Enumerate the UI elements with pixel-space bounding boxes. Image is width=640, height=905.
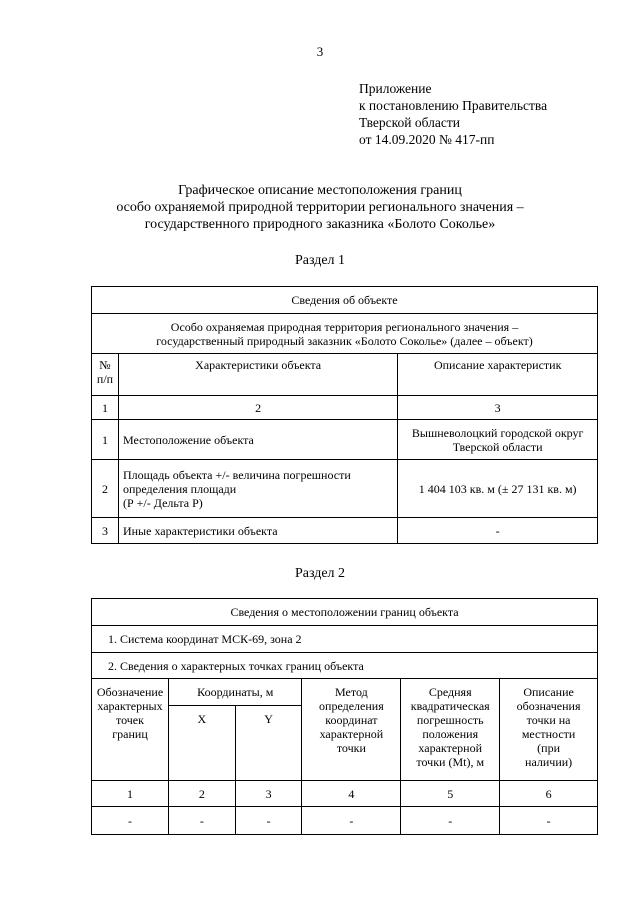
appendix-line: Приложение	[359, 81, 432, 96]
header-line: определения	[319, 699, 384, 713]
boundary-info-table	[91, 598, 598, 835]
header-line: характерной точки	[319, 727, 384, 755]
object-name-line: государственный природный заказник «Болото Соколье» (далее – объект)	[156, 333, 533, 348]
header-coordinates: Координаты, м	[168, 679, 302, 706]
data-cell: -	[401, 807, 500, 835]
description-line: 1 404 103 кв. м (± 27 131 кв. м)	[418, 481, 577, 496]
row-characteristic	[118, 460, 397, 518]
index-cell: 3	[235, 781, 302, 807]
title-line: государственного природного заказника «Болото Соколье»	[144, 217, 496, 232]
characteristic-line: (Р +/- Дельта Р)	[122, 495, 203, 510]
data-cell: -	[92, 807, 169, 835]
header-line: Описание	[523, 685, 574, 699]
header-line: границ	[112, 727, 148, 741]
header-num-line: №	[99, 358, 111, 372]
index-cell: 5	[401, 781, 500, 807]
header-line: координат	[325, 713, 378, 727]
appendix-line: к постановлению Правительства	[359, 98, 548, 113]
header-description: Описание характеристик	[398, 354, 598, 396]
header-location-description	[500, 679, 598, 781]
header-line: Метод	[335, 685, 368, 699]
section-1-heading: Раздел 1	[294, 253, 346, 268]
document-title	[40, 182, 600, 233]
row-characteristic	[118, 420, 397, 460]
index-cell: 4	[302, 781, 401, 807]
title-line: Графическое описание местоположения границ	[178, 183, 462, 198]
header-y: Y	[235, 706, 302, 781]
row-characteristic	[118, 518, 397, 544]
header-line: квадратическая	[410, 699, 490, 713]
header-line: местности	[521, 727, 576, 741]
row-num: 3	[92, 518, 119, 544]
header-line: Средняя	[428, 685, 472, 699]
row-num: 2	[92, 460, 119, 518]
data-cell: -	[500, 807, 598, 835]
header-x: X	[168, 706, 235, 781]
object-name-cell	[92, 314, 598, 354]
header-num-line: п/п	[96, 372, 114, 386]
header-error	[401, 679, 500, 781]
row-description	[398, 420, 598, 460]
table-row	[92, 460, 598, 518]
header-points	[92, 679, 169, 781]
title-line: особо охраняемой природной территории регионального значения –	[116, 200, 524, 215]
header-line: (при	[537, 741, 560, 755]
header-line: погрешность	[416, 713, 484, 727]
header-line: обозначения	[516, 699, 581, 713]
object-info-table	[91, 286, 598, 544]
header-line: положения	[422, 727, 479, 741]
data-cell: -	[302, 807, 401, 835]
table-row	[92, 807, 598, 835]
section-2-heading: Раздел 2	[294, 566, 346, 581]
header-line: характерных	[97, 699, 163, 713]
appendix-block	[359, 80, 547, 148]
table-title: Сведения о местоположении границ объекта	[92, 599, 598, 626]
index-cell: 6	[500, 781, 598, 807]
table-title: Сведения об объекте	[92, 287, 598, 314]
characteristic-line: Иные характеристики объекта	[122, 523, 278, 538]
characteristic-line: Местоположение объекта	[122, 432, 254, 447]
header-line: наличии)	[525, 755, 573, 769]
data-cell: -	[168, 807, 235, 835]
description-line: -	[495, 523, 500, 538]
header-method	[302, 679, 401, 781]
index-cell: 1	[92, 781, 169, 807]
appendix-date-line: от 14.09.2020 № 417-пп	[359, 132, 495, 147]
row-description	[398, 518, 598, 544]
index-cell: 3	[398, 396, 598, 420]
header-line: точек	[116, 713, 144, 727]
coordinate-system: 1. Система координат МСК-69, зона 2	[92, 626, 598, 653]
data-cell: -	[235, 807, 302, 835]
header-line: точки на	[526, 713, 571, 727]
description-line: Тверской области	[452, 439, 543, 454]
header-line: точки (Mt), м	[416, 755, 485, 769]
row-description	[398, 460, 598, 518]
header-line: Обозначение	[96, 685, 164, 699]
header-characteristics: Характеристики объекта	[118, 354, 397, 396]
description-line: Вышневолоцкий городской округ	[411, 425, 584, 440]
characteristic-line: Площадь объекта +/- величина погрешности	[122, 467, 351, 482]
header-line: характерной	[418, 741, 483, 755]
object-name-line: Особо охраняемая природная территория регионального значения –	[170, 319, 519, 334]
page-number: 3	[316, 44, 324, 59]
index-cell: 1	[92, 396, 119, 420]
table-row	[92, 518, 598, 544]
header-num	[92, 354, 119, 396]
points-title: 2. Сведения о характерных точках границ объекта	[92, 653, 598, 679]
index-cell: 2	[168, 781, 235, 807]
index-cell: 2	[118, 396, 397, 420]
characteristic-line: определения площади	[122, 481, 237, 496]
table-row	[92, 420, 598, 460]
row-num: 1	[92, 420, 119, 460]
appendix-line: Тверской области	[359, 115, 460, 130]
